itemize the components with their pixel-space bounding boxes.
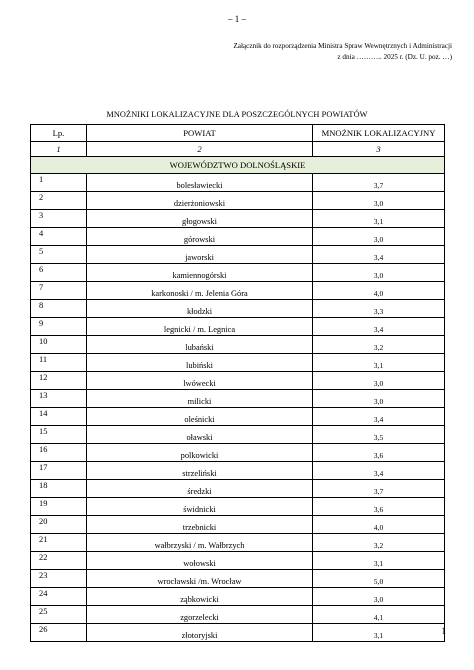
row-lp: 24 <box>31 588 87 606</box>
row-multiplier: 3,4 <box>313 246 445 264</box>
row-multiplier: 5,0 <box>313 570 445 588</box>
row-multiplier: 3,4 <box>313 318 445 336</box>
row-multiplier: 3,6 <box>313 444 445 462</box>
column-number-row <box>31 142 445 157</box>
row-lp: 23 <box>31 570 87 588</box>
row-lp: 4 <box>31 228 87 246</box>
row-powiat: głogowski <box>87 210 313 228</box>
document-title: MNOŻNIKI LOKALIZACYJNE DLA POSZCZEGÓLNYCH POWIATÓW <box>106 110 368 119</box>
table-row <box>31 210 445 228</box>
row-multiplier: 3,0 <box>313 192 445 210</box>
row-multiplier: 3,0 <box>313 264 445 282</box>
row-multiplier: 3,1 <box>313 552 445 570</box>
row-powiat: strzeliński <box>87 462 313 480</box>
row-powiat: milicki <box>87 390 313 408</box>
row-powiat: średzki <box>87 480 313 498</box>
row-lp: 13 <box>31 390 87 408</box>
annex-line-2: z dnia ……….. 2025 r. (Dz. U. poz. …) <box>337 53 452 61</box>
row-powiat: świdnicki <box>87 498 313 516</box>
table-row <box>31 498 445 516</box>
row-lp: 14 <box>31 408 87 426</box>
table-row <box>31 300 445 318</box>
row-powiat: oławski <box>87 426 313 444</box>
row-lp: 20 <box>31 516 87 534</box>
table-row <box>31 318 445 336</box>
row-powiat: wrocławski /m. Wrocław <box>87 570 313 588</box>
row-powiat: wołowski <box>87 552 313 570</box>
table-row <box>31 462 445 480</box>
row-lp: 10 <box>31 336 87 354</box>
row-lp: 19 <box>31 498 87 516</box>
table-row <box>31 228 445 246</box>
row-multiplier: 3,0 <box>313 588 445 606</box>
row-lp: 9 <box>31 318 87 336</box>
table-row <box>31 444 445 462</box>
multipliers-table <box>30 124 445 642</box>
row-multiplier: 4,1 <box>313 606 445 624</box>
annex-note <box>233 41 452 63</box>
annex-line-1: Załącznik do rozporządzenia Ministra Spraw Wewnętrznych i Administracji <box>233 42 452 50</box>
row-powiat: ząbkowicki <box>87 588 313 606</box>
row-multiplier: 3,2 <box>313 336 445 354</box>
row-powiat: oleśnicki <box>87 408 313 426</box>
row-powiat: lubiński <box>87 354 313 372</box>
row-lp: 6 <box>31 264 87 282</box>
row-lp: 12 <box>31 372 87 390</box>
row-multiplier: 3,1 <box>313 624 445 642</box>
row-multiplier: 3,0 <box>313 372 445 390</box>
column-header-powiat: POWIAT <box>87 125 313 142</box>
row-powiat: polkowicki <box>87 444 313 462</box>
row-multiplier: 3,0 <box>313 228 445 246</box>
table-row <box>31 192 445 210</box>
row-multiplier: 3,6 <box>313 498 445 516</box>
row-powiat: legnicki / m. Legnica <box>87 318 313 336</box>
row-powiat: kłodzki <box>87 300 313 318</box>
region-label: WOJEWÓDZTWO DOLNOŚLĄSKIE <box>31 157 445 174</box>
row-multiplier: 3,2 <box>313 534 445 552</box>
table-row <box>31 552 445 570</box>
column-number-3: 3 <box>313 142 445 157</box>
column-header-multiplier: MNOŻNIK LOKALIZACYJNY <box>313 125 445 142</box>
row-powiat: lwówecki <box>87 372 313 390</box>
row-powiat: kamiennogórski <box>87 264 313 282</box>
column-number-2: 2 <box>87 142 313 157</box>
row-multiplier: 3,7 <box>313 174 445 192</box>
row-multiplier: 4,0 <box>313 516 445 534</box>
table-row <box>31 336 445 354</box>
row-powiat: górowski <box>87 228 313 246</box>
row-lp: 22 <box>31 552 87 570</box>
row-lp: 1 <box>31 174 87 192</box>
row-multiplier: 3,3 <box>313 300 445 318</box>
row-lp: 16 <box>31 444 87 462</box>
table-row <box>31 246 445 264</box>
column-number-1: 1 <box>31 142 87 157</box>
row-multiplier: 3,1 <box>313 210 445 228</box>
row-lp: 26 <box>31 624 87 642</box>
table-row <box>31 534 445 552</box>
table-row <box>31 264 445 282</box>
row-multiplier: 3,0 <box>313 390 445 408</box>
table-row <box>31 390 445 408</box>
table-row <box>31 426 445 444</box>
row-lp: 18 <box>31 480 87 498</box>
row-powiat: trzebnicki <box>87 516 313 534</box>
row-lp: 8 <box>31 300 87 318</box>
row-powiat: karkonoski / m. Jelenia Góra <box>87 282 313 300</box>
table-row <box>31 354 445 372</box>
row-lp: 2 <box>31 192 87 210</box>
page-marker: – 1 – <box>228 14 246 24</box>
table-row <box>31 480 445 498</box>
table-row <box>31 570 445 588</box>
row-powiat: lubański <box>87 336 313 354</box>
row-lp: 21 <box>31 534 87 552</box>
row-multiplier: 4,0 <box>313 282 445 300</box>
table-row <box>31 624 445 642</box>
row-lp: 3 <box>31 210 87 228</box>
table-row <box>31 372 445 390</box>
table-row <box>31 174 445 192</box>
table-row <box>31 282 445 300</box>
row-powiat: jaworski <box>87 246 313 264</box>
row-powiat: bolesławiecki <box>87 174 313 192</box>
row-lp: 25 <box>31 606 87 624</box>
table-row <box>31 606 445 624</box>
row-multiplier: 3,7 <box>313 480 445 498</box>
page-number: 1 <box>441 626 446 636</box>
row-lp: 17 <box>31 462 87 480</box>
row-lp: 5 <box>31 246 87 264</box>
row-powiat: zgorzelecki <box>87 606 313 624</box>
row-multiplier: 3,4 <box>313 408 445 426</box>
row-powiat: złotoryjski <box>87 624 313 642</box>
column-header-lp: Lp. <box>31 125 87 142</box>
row-lp: 11 <box>31 354 87 372</box>
table-row <box>31 516 445 534</box>
table-row <box>31 588 445 606</box>
row-lp: 7 <box>31 282 87 300</box>
row-multiplier: 3,4 <box>313 462 445 480</box>
row-multiplier: 3,5 <box>313 426 445 444</box>
row-multiplier: 3,1 <box>313 354 445 372</box>
region-row <box>31 157 445 174</box>
row-powiat: wałbrzyski / m. Wałbrzych <box>87 534 313 552</box>
header-row <box>31 125 445 142</box>
table-row <box>31 408 445 426</box>
row-powiat: dzierżoniowski <box>87 192 313 210</box>
row-lp: 15 <box>31 426 87 444</box>
